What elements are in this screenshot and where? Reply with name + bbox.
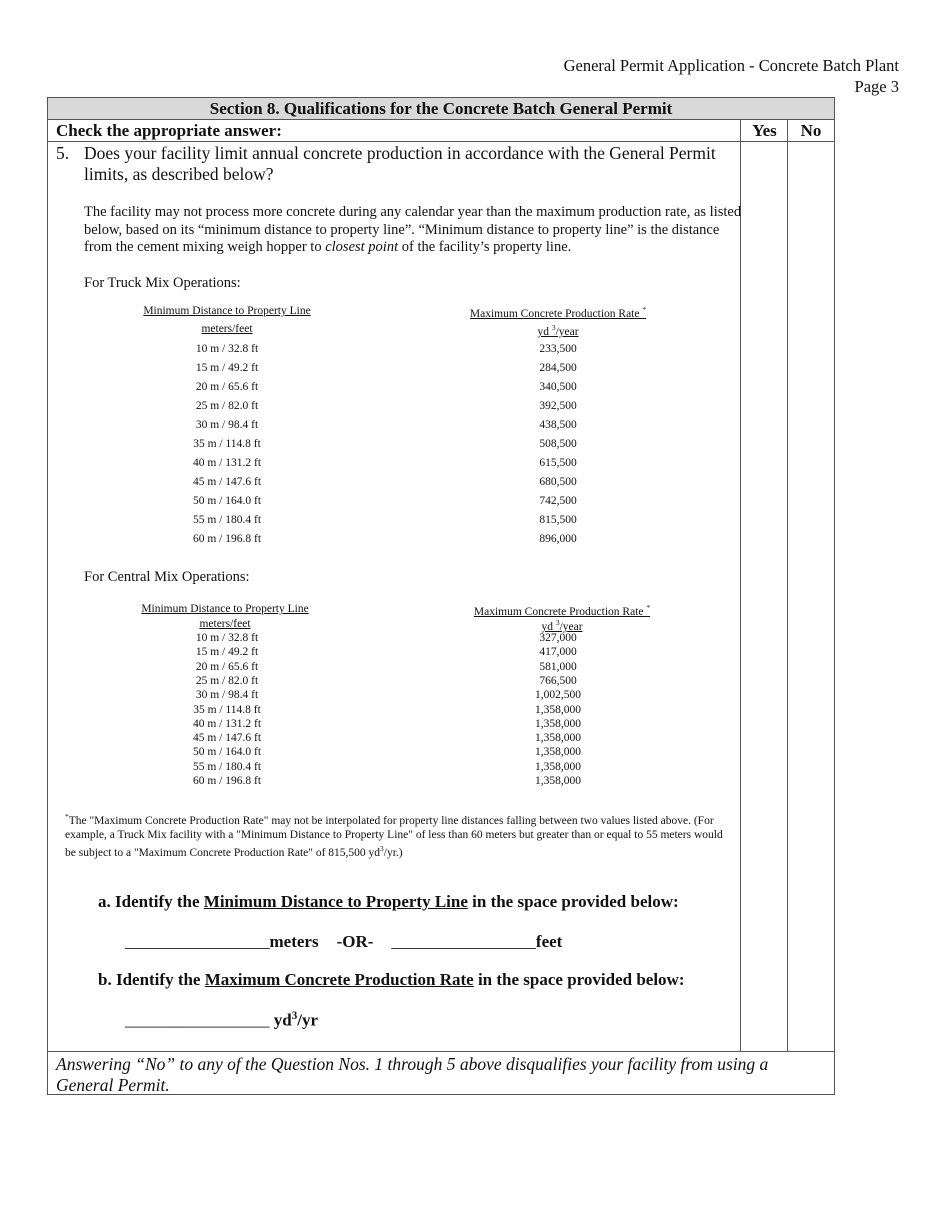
part-a-instruction: a. Identify the Minimum Distance to Property Line in the space provided below: xyxy=(98,892,679,911)
feet-blank[interactable]: _________________ xyxy=(391,932,536,951)
section-title: Section 8. Qualifications for the Concrete Batch General Permit xyxy=(48,98,834,120)
page-number: Page 3 xyxy=(854,77,899,96)
central-distance-cell: 25 m / 82.0 ft xyxy=(195,674,259,687)
truck-rate-cell: 340,500 xyxy=(539,381,577,393)
central-distance-cell: 10 m / 32.8 ft xyxy=(195,632,259,644)
truck-rate-cell: 284,500 xyxy=(539,362,577,374)
central-rate-cell: 1,358,000 xyxy=(535,717,581,730)
truck-distance-cell: 25 m / 82.0 ft xyxy=(195,400,259,412)
central-distance-cell: 50 m / 164.0 ft xyxy=(192,746,262,759)
yes-answer-cell[interactable] xyxy=(741,142,787,1051)
central-rate-cell: 766,500 xyxy=(539,674,577,687)
rate-blank[interactable]: _________________ xyxy=(125,1010,270,1030)
question-text: Does your facility limit annual concrete production in accordance with the General Permit limits, as described below? xyxy=(84,143,716,184)
check-label: Check the appropriate answer: xyxy=(56,121,282,140)
truck-units-distance: meters/feet xyxy=(201,323,253,335)
central-rate-cell: 417,000 xyxy=(539,646,577,659)
central-rate-cell: 1,358,000 xyxy=(535,746,581,759)
central-rate-cell: 581,000 xyxy=(539,660,577,673)
disqualification-note: Answering “No” to any of the Question Nos. 1 through 5 above disqualifies your facility from using a General Permit. xyxy=(56,1054,769,1095)
truck-distance-cell: 30 m / 98.4 ft xyxy=(195,419,259,431)
meters-blank[interactable]: _________________ xyxy=(125,932,270,951)
truck-distance-cell: 45 m / 147.6 ft xyxy=(192,476,262,488)
truck-distance-cell: 60 m / 196.8 ft xyxy=(192,533,262,545)
truck-units-rate: yd $^3$/year xyxy=(537,323,579,338)
central-rate-cell: 1,002,500 xyxy=(535,689,581,702)
no-column-header: No xyxy=(800,121,822,140)
truck-mix-title: For Truck Mix Operations: xyxy=(84,275,241,291)
question-explanation: The facility may not process more concrete during any calendar year than the maximum production rate, as listed below, based on its “minimum distance to property line”. “Minimum distance to property line” is the distance from the cement mixing weigh hopper to closest point of the facility’s property line. xyxy=(84,204,742,255)
central-header-rate: Maximum Concrete Production Rate * xyxy=(473,603,651,618)
central-rate-cell: 1,358,000 xyxy=(535,732,581,745)
yes-column-header: Yes xyxy=(752,121,777,140)
truck-rate-cell: 438,500 xyxy=(539,419,577,431)
truck-distance-cell: 50 m / 164.0 ft xyxy=(192,495,262,507)
central-rate-cell: 1,358,000 xyxy=(535,703,581,716)
truck-distance-cell: 15 m / 49.2 ft xyxy=(195,362,259,374)
truck-rate-cell: 233,500 xyxy=(539,343,577,355)
truck-distance-cell: 10 m / 32.8 ft xyxy=(195,343,259,355)
part-b-instruction: b. Identify the Maximum Concrete Production Rate in the space provided below: xyxy=(98,970,685,989)
central-distance-cell: 60 m / 196.8 ft xyxy=(192,775,262,787)
question-number: 5. xyxy=(56,143,70,163)
central-header-distance: Minimum Distance to Property Line xyxy=(141,603,309,615)
check-row xyxy=(48,120,834,142)
central-distance-cell: 15 m / 49.2 ft xyxy=(195,646,259,659)
central-distance-cell: 40 m / 131.2 ft xyxy=(192,717,262,730)
central-units-rate: yd $^3$/year xyxy=(541,618,583,633)
central-distance-cell: 20 m / 65.6 ft xyxy=(195,660,259,673)
truck-rate-cell: 508,500 xyxy=(539,438,577,450)
truck-rate-cell: 680,500 xyxy=(539,476,577,488)
central-rate-cell: 1,358,000 xyxy=(535,760,581,773)
central-mix-title: For Central Mix Operations: xyxy=(84,569,250,585)
truck-distance-cell: 40 m / 131.2 ft xyxy=(192,457,262,469)
truck-rate-cell: 742,500 xyxy=(539,495,577,507)
part-a-answer-line: _________________meters -OR- _________________feet xyxy=(125,932,563,951)
document-title: General Permit Application - Concrete Batch Plant xyxy=(563,56,899,75)
footer-divider xyxy=(48,1051,834,1052)
page-header xyxy=(564,55,899,97)
truck-distance-cell: 35 m / 114.8 ft xyxy=(193,438,261,450)
truck-distance-cell: 55 m / 180.4 ft xyxy=(192,514,262,526)
truck-rate-cell: 392,500 xyxy=(539,400,577,412)
central-distance-cell: 55 m / 180.4 ft xyxy=(192,760,262,773)
truck-header-rate: Maximum Concrete Production Rate * xyxy=(469,305,647,320)
truck-header-distance: Minimum Distance to Property Line xyxy=(143,305,311,317)
central-units-distance: meters/feet xyxy=(199,618,251,630)
part-b-answer-line: _________________ $yd^3/yr$ xyxy=(125,1010,319,1030)
central-distance-cell: 30 m / 98.4 ft xyxy=(195,689,259,702)
central-distance-cell: 35 m / 114.8 ft xyxy=(193,703,261,716)
central-distance-cell: 45 m / 147.6 ft xyxy=(192,732,262,745)
central-rate-cell: 1,358,000 xyxy=(535,775,581,787)
truck-rate-cell: 815,500 xyxy=(539,514,577,526)
truck-distance-cell: 20 m / 65.6 ft xyxy=(195,381,259,393)
truck-rate-cell: 615,500 xyxy=(539,457,577,469)
interpolation-note: *The "Maximum Concrete Production Rate" may not be interpolated for property line distances falling between two values listed above. (For example, a Truck Mix facility with a "Minimum Distance to Property Line" of less than 60 meters but greater than or equal to 55 meters would be subject to a "Maximum Concrete Production Rate" of 815,500 $yd^3/yr$.) xyxy=(65,812,723,860)
truck-rate-cell: 896,000 xyxy=(539,533,577,545)
central-rate-cell: 327,000 xyxy=(539,632,577,644)
no-answer-cell[interactable] xyxy=(788,142,834,1051)
